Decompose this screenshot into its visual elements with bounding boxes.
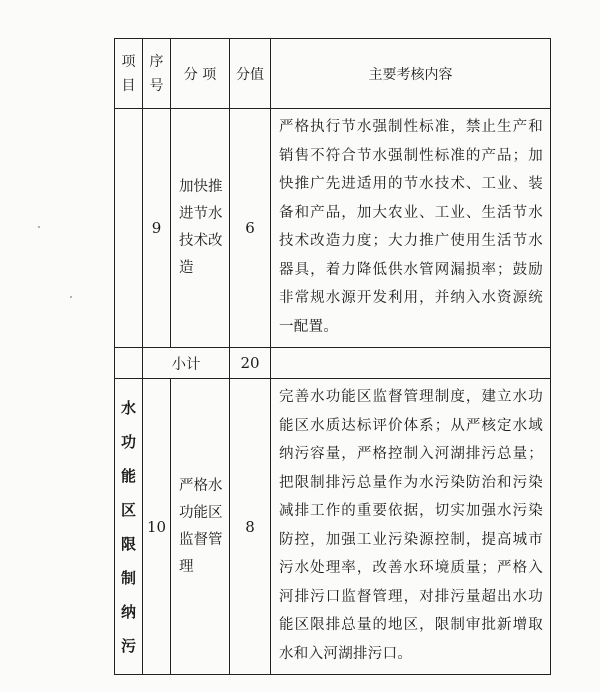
category-char: 区	[120, 500, 136, 519]
header-content: 主要考核内容	[271, 39, 551, 109]
cell-category-empty	[115, 348, 143, 379]
header-char: 序	[149, 53, 164, 70]
cell-score: 6	[230, 109, 271, 348]
header-score: 分值	[230, 39, 271, 109]
assessment-table	[114, 38, 551, 675]
header-char: 号	[149, 77, 164, 94]
header-sequence-text	[143, 50, 170, 98]
header-char: 目	[121, 77, 136, 94]
cell-category	[115, 379, 143, 675]
category-char: 能	[120, 466, 136, 485]
table-row-10	[115, 379, 551, 675]
category-char: 水	[120, 398, 136, 417]
category-char: 污	[120, 636, 136, 655]
cell-content: 完善水功能区监督管理制度，建立水功能区水质达标评价体系；从严核定水域纳污容量，严格控制入河湖排污总量；把限制排污总量作为水污染防治和污染减排工作的重要依据，切实加强水污染防控，加强工业污染源控制，提高城市污水处理率，改善水环境质量；严格入河排污口监督管理，对排污量超出水功能区限排总量的地区，限制审批新增取水和入河湖排污口。	[271, 379, 551, 675]
subtotal-score: 20	[230, 348, 271, 379]
scan-speck	[38, 226, 40, 228]
cell-sequence: 9	[143, 109, 171, 348]
subtotal-row	[115, 348, 551, 379]
item-line: 功能区	[179, 504, 223, 521]
header-char: 项	[121, 53, 136, 70]
item-line: 严格水	[179, 477, 223, 494]
category-char: 限	[120, 534, 136, 553]
category-char: 功	[120, 432, 136, 451]
item-line: 进节水	[179, 206, 223, 222]
cell-item	[171, 379, 230, 675]
table-row-9	[115, 109, 551, 348]
category-char: 制	[120, 568, 136, 587]
cell-item	[171, 109, 230, 348]
cell-score: 8	[230, 379, 271, 675]
item-line: 加快推	[179, 179, 223, 195]
item-line: 技术改	[179, 233, 223, 249]
item-line: 监督管	[179, 531, 223, 548]
subtotal-label: 小计	[143, 348, 230, 379]
cell-content-empty	[271, 348, 551, 379]
cell-category-empty	[115, 109, 143, 348]
item-line: 理	[179, 558, 194, 575]
category-char: 纳	[120, 602, 136, 621]
header-project	[115, 39, 143, 109]
header-sequence	[143, 39, 171, 109]
table-header-row	[115, 39, 551, 109]
item-line: 造	[179, 260, 194, 276]
header-project-text	[115, 50, 142, 98]
scan-speck	[70, 296, 72, 298]
header-item: 分 项	[171, 39, 230, 109]
cell-sequence: 10	[143, 379, 171, 675]
cell-content: 严格执行节水强制性标准，禁止生产和销售不符合节水强制性标准的产品；加快推广先进适用的节水技术、工业、装备和产品，加大农业、工业、生活节水技术改造力度；大力推广使用生活节水器具，着力降低供水管网漏损率；鼓励非常规水源开发利用，并纳入水资源统一配置。	[271, 109, 551, 348]
